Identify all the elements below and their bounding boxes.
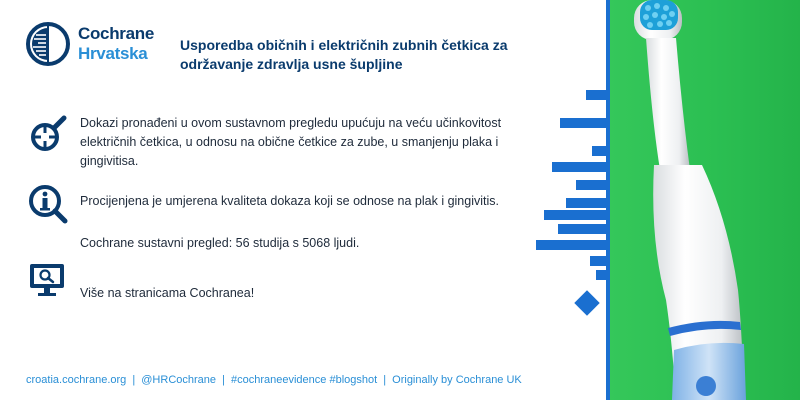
- magnifier-target-icon: [26, 114, 70, 158]
- decor-bar: [536, 240, 606, 250]
- decor-bar: [590, 256, 606, 266]
- decor-bar: [544, 210, 606, 220]
- point-line: električnih četkica, u odnosu na obične četkice za zube, u smanjenju plaka i: [80, 135, 499, 149]
- point-line: Dokazi pronađeni u ovom sustavnom pregledu upućuju na veću učinkovitost: [80, 116, 502, 130]
- title-line2: održavanje zdravlja usne šupljine: [180, 56, 403, 72]
- decor-bar: [576, 180, 606, 190]
- info-magnifier-icon: [26, 182, 70, 226]
- cochrane-logo-icon: [26, 22, 72, 68]
- point-text[interactable]: Više na stranicama Cochranea!: [80, 286, 255, 300]
- footer-sep: |: [383, 374, 387, 386]
- decor-bar: [586, 90, 606, 100]
- decor-bar: [558, 224, 606, 234]
- footer-sep: |: [132, 374, 136, 386]
- footer-sep: |: [222, 374, 225, 386]
- point-text: Procijenjena je umjerena kvaliteta dokaza koji se odnose na plak i gingivitis.: [80, 194, 499, 208]
- point-line: gingivitisa.: [80, 154, 139, 168]
- footer-credit: Originally by Cochrane UK: [392, 374, 522, 386]
- decor-bar: [596, 270, 606, 280]
- footer-site-link[interactable]: croatia.cochrane.org: [26, 374, 127, 386]
- cochrane-logo[interactable]: [26, 22, 176, 66]
- footer-handle-link[interactable]: @HRCochrane: [141, 374, 217, 386]
- point-text: [80, 114, 520, 171]
- decor-bar: [566, 198, 606, 208]
- decor-bar: [560, 118, 606, 128]
- decor-bar: [592, 146, 606, 156]
- title-line1: Usporedba običnih i električnih zubnih četkica za: [180, 37, 508, 53]
- brand-line2: Hrvatska: [78, 44, 148, 63]
- page-title: [180, 36, 580, 74]
- point-text: Cochrane sustavni pregled: 56 studija s 5068 ljudi.: [80, 236, 360, 250]
- brand-line1: Cochrane: [78, 24, 155, 43]
- monitor-search-icon: [26, 260, 70, 304]
- footer-tags[interactable]: #cochraneevidence #blogshot: [231, 374, 378, 386]
- footer: [26, 374, 522, 386]
- decor-diamond: [574, 290, 599, 315]
- electric-toothbrush-icon: [610, 0, 800, 400]
- decor-bar: [552, 162, 606, 172]
